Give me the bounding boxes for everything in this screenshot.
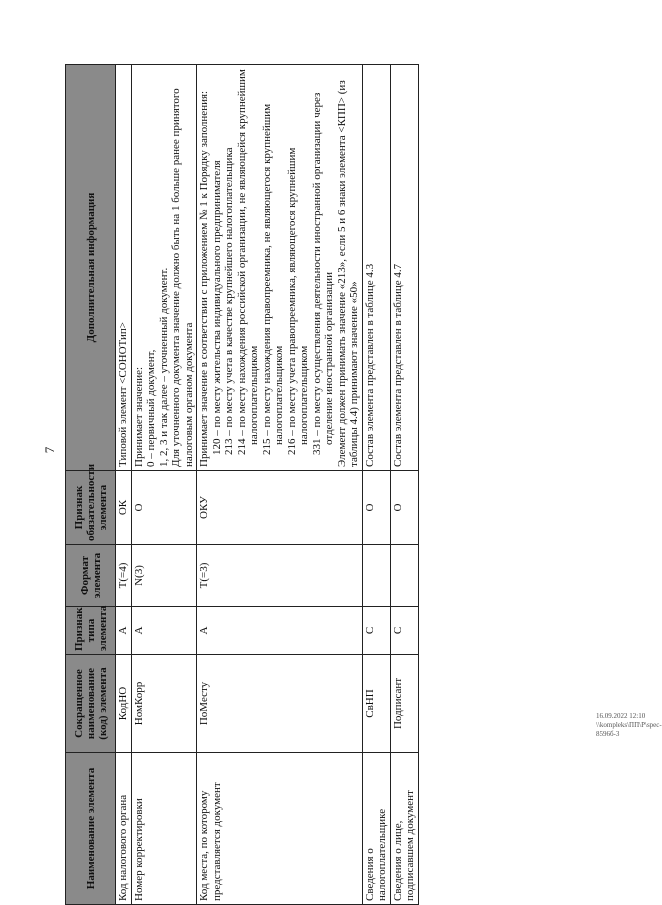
info-line: 331 – по месту осуществления деятельности иностранной организации через отделение иностранной организации: [310, 92, 335, 455]
info-line: 213 – по месту учета в качестве крупнейшего налогоплательщика: [223, 147, 235, 455]
cell-type: А: [131, 607, 197, 655]
cell-type: А: [116, 607, 132, 655]
info-line: 216 – по месту учета правопреемника, являющегося крупнейшим налогоплательщиком: [285, 147, 310, 455]
cell-code: СвНП: [362, 655, 390, 753]
footer-date: 16.09.2022 12:10: [596, 712, 646, 720]
cell-info: [116, 65, 132, 471]
info-line: Принимает значение в соответствии с приложением № 1 к Порядку заполнения:: [198, 90, 210, 467]
info-line: Состав элемента представлен в таблице 4.7: [391, 263, 404, 467]
cell-code: Подписант: [390, 655, 418, 753]
header-type: Признак типа элемента: [66, 607, 116, 655]
cell-code: НомКорр: [131, 655, 197, 753]
cell-info: [197, 65, 363, 471]
footer-path: \\kompleks\ПП\Р\spec-8596б-3: [596, 721, 662, 738]
info-line: Типовой элемент <СОНОТип>: [117, 322, 129, 467]
cell-info: [131, 65, 197, 471]
cell-required: О: [131, 471, 197, 545]
cell-format: T(=3): [197, 545, 363, 607]
cell-code: ПоМесту: [197, 655, 363, 753]
cell-info: [390, 65, 418, 471]
info-line: 120 – по месту жительства индивидуального предпринимателя: [210, 160, 223, 455]
info-line: Состав элемента представлен в таблице 4.3: [363, 263, 376, 467]
cell-required: ОК: [116, 471, 132, 545]
info-line: Элемент должен принимать значение «213», если 5 и 6 знаки элемента <КПП> (из таблицы 4.4) принимают значение «50»: [335, 80, 360, 467]
cell-type: С: [390, 607, 418, 655]
elements-table: [65, 64, 419, 905]
info-line: Принимает значение:: [132, 366, 145, 467]
info-line: 1, 2, 3 и так далее – уточненный документ.: [157, 267, 170, 467]
table-row: [131, 65, 197, 905]
table-header-row: [66, 65, 116, 905]
header-code: Сокращенное наименование (код) элемента: [66, 655, 116, 753]
cell-required: О: [390, 471, 418, 545]
cell-format: [362, 545, 390, 607]
cell-type: С: [362, 607, 390, 655]
header-required: Признак обязательности элемента: [66, 471, 116, 545]
header-format: Формат элемента: [66, 545, 116, 607]
cell-name: Сведения о лице, подписавшем документ: [390, 753, 418, 905]
cell-format: [390, 545, 418, 607]
cell-code: КодНО: [116, 655, 132, 753]
cell-format: N(3): [131, 545, 197, 607]
table-row: [197, 65, 363, 905]
rotated-table-area: [65, 65, 537, 905]
cell-name: Номер корректировки: [131, 753, 197, 905]
table-row: [362, 65, 390, 905]
cell-type: А: [197, 607, 363, 655]
table-row: [390, 65, 418, 905]
cell-name: Код налогового органа: [116, 753, 132, 905]
header-info: Дополнительная информация: [66, 65, 116, 471]
info-line: 0 – первичный документ,: [145, 349, 157, 467]
cell-format: T(=4): [116, 545, 132, 607]
cell-required: О: [362, 471, 390, 545]
cell-name: Код места, по которому представляется документ: [197, 753, 363, 905]
info-line: 215 – по месту нахождения правопреемника, не являющегося крупнейшим налогоплательщиком: [260, 103, 285, 455]
info-line: Для уточненного документа значение должно быть на 1 больше ранее принятого налоговым органом документа: [170, 88, 195, 467]
header-name: Наименование элемента: [66, 753, 116, 905]
cell-required: ОКУ: [197, 471, 363, 545]
table-row: [116, 65, 132, 905]
cell-info: [362, 65, 390, 471]
info-line: 214 – по месту нахождения российской организации, не являющейся крупнейшим налогоплательщиком: [235, 69, 260, 455]
page-number: 7: [42, 446, 57, 454]
footer-stamp: [596, 712, 662, 739]
cell-name: Сведения о налогоплательщике: [362, 753, 390, 905]
